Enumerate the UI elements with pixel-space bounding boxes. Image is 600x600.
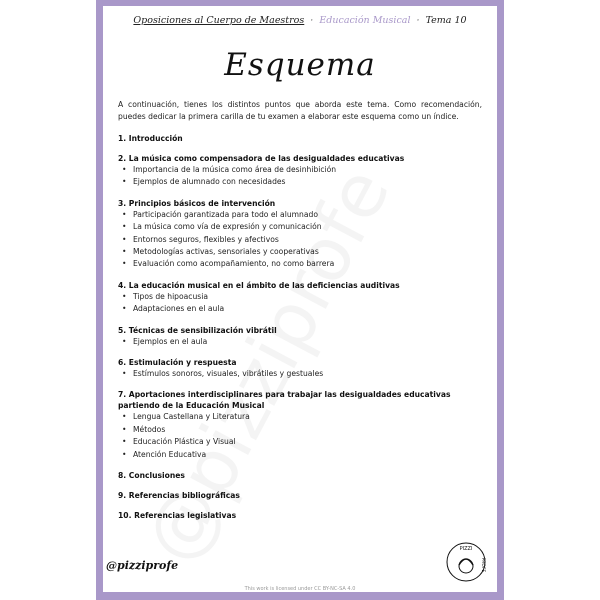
bullet-icon: • xyxy=(122,259,127,269)
list-item xyxy=(118,221,483,233)
section-title: 5. Técnicas de sensibilización vibrátil xyxy=(118,325,277,335)
list-item-text: Lengua Castellana y Literatura xyxy=(133,412,250,422)
outline-section xyxy=(118,133,483,144)
bullet-icon: • xyxy=(122,165,127,174)
section-title: 2. La música como compensadora de las desigualdades educativas xyxy=(118,154,405,163)
outline-section xyxy=(118,510,483,521)
outline-section xyxy=(118,153,483,189)
list-item xyxy=(118,258,483,270)
intro-paragraph: A continuación, tienes los distintos puntos que aborda este tema. Como recomendación, puedes dedicar la primera carilla de tu examen a elaborar este esquema como un índice. xyxy=(118,100,482,121)
bullet-icon: • xyxy=(122,449,127,459)
header-separator: · xyxy=(416,15,420,26)
list-item xyxy=(118,209,483,221)
list-item xyxy=(118,291,483,303)
list-item xyxy=(118,336,483,348)
bullet-icon: • xyxy=(122,412,127,422)
section-title: 1. Introducción xyxy=(118,134,183,143)
list-item xyxy=(118,411,483,423)
list-item-text: Ejemplos de alumnado con necesidades xyxy=(133,177,286,187)
section-title: 10. Referencias legislativas xyxy=(118,511,237,521)
list-item xyxy=(118,246,483,258)
outline-section xyxy=(118,198,483,271)
bullet-icon: • xyxy=(122,177,127,187)
author-handle: @pizziprofe xyxy=(106,559,179,572)
section-title: 3. Principios básicos de intervención xyxy=(118,198,276,208)
list-item xyxy=(118,234,483,246)
logo-text: PROFE xyxy=(480,557,485,573)
section-title: 6. Estimulación y respuesta xyxy=(118,358,237,368)
list-item-text: Entornos seguros, flexibles y afectivos xyxy=(133,234,279,244)
page-title: Esquema xyxy=(224,47,376,83)
list-item-text: Ejemplos en el aula xyxy=(133,336,208,346)
outline xyxy=(118,133,483,530)
bullet-icon: • xyxy=(122,304,127,314)
list-item-text: Educación Plástica y Visual xyxy=(133,437,236,447)
section-title: 4. La educación musical en el ámbito de las deficiencias auditivas xyxy=(118,280,400,290)
list-item-text: Importancia de la música como área de desinhibición xyxy=(133,165,337,174)
pizziprofe-logo xyxy=(445,541,487,583)
bullet-icon: • xyxy=(122,222,127,232)
outline-section xyxy=(118,470,483,481)
header-separator: · xyxy=(310,15,314,26)
list-item-text: Metodologías activas, sensoriales y cooperativas xyxy=(133,247,319,257)
document-page xyxy=(103,6,497,592)
outline-section xyxy=(118,490,483,501)
list-item-text: La música como vía de expresión y comunicación xyxy=(133,222,322,232)
list-item-text: Evaluación como acompañamiento, no como barrera xyxy=(133,259,335,269)
logo-text: PIZZI xyxy=(459,546,473,552)
header-subject: Educación Musical xyxy=(319,15,411,26)
outline-section xyxy=(118,357,483,380)
bullet-icon: • xyxy=(122,336,127,346)
bullet-icon: • xyxy=(122,369,127,379)
header xyxy=(103,15,497,26)
bullet-icon: • xyxy=(122,234,127,244)
section-title: 9. Referencias bibliográficas xyxy=(118,491,240,501)
bullet-icon: • xyxy=(122,424,127,434)
list-item-text: Participación garantizada para todo el alumnado xyxy=(133,209,318,219)
list-item xyxy=(118,303,483,315)
license-note: This work is licensed under CC BY-NC-SA 4.0 xyxy=(244,586,356,592)
outline-section xyxy=(118,280,483,316)
list-item xyxy=(118,368,483,380)
bullet-icon: • xyxy=(122,291,127,301)
list-item xyxy=(118,176,483,188)
bullet-icon: • xyxy=(122,247,127,257)
list-item xyxy=(118,164,483,176)
bullet-icon: • xyxy=(122,437,127,447)
outline-section xyxy=(118,389,483,461)
header-topic: Tema 10 xyxy=(425,15,467,26)
list-item-text: Adaptaciones en el aula xyxy=(133,304,225,314)
list-item-text: Tipos de hipoacusia xyxy=(133,291,209,301)
section-title: 8. Conclusiones xyxy=(118,471,185,481)
list-item xyxy=(118,449,483,461)
bullet-icon: • xyxy=(122,209,127,219)
section-title: 7. Aportaciones interdisciplinares para trabajar las desigualdades educativas partiendo de la Educación Musical xyxy=(118,390,451,411)
outline-section xyxy=(118,325,483,348)
header-course: Oposiciones al Cuerpo de Maestros xyxy=(133,15,305,26)
list-item-text: Estímulos sonoros, visuales, vibrátiles y gestuales xyxy=(133,369,324,379)
list-item xyxy=(118,424,483,436)
list-item-text: Métodos xyxy=(133,424,166,434)
list-item-text: Atención Educativa xyxy=(133,449,207,459)
list-item xyxy=(118,436,483,448)
